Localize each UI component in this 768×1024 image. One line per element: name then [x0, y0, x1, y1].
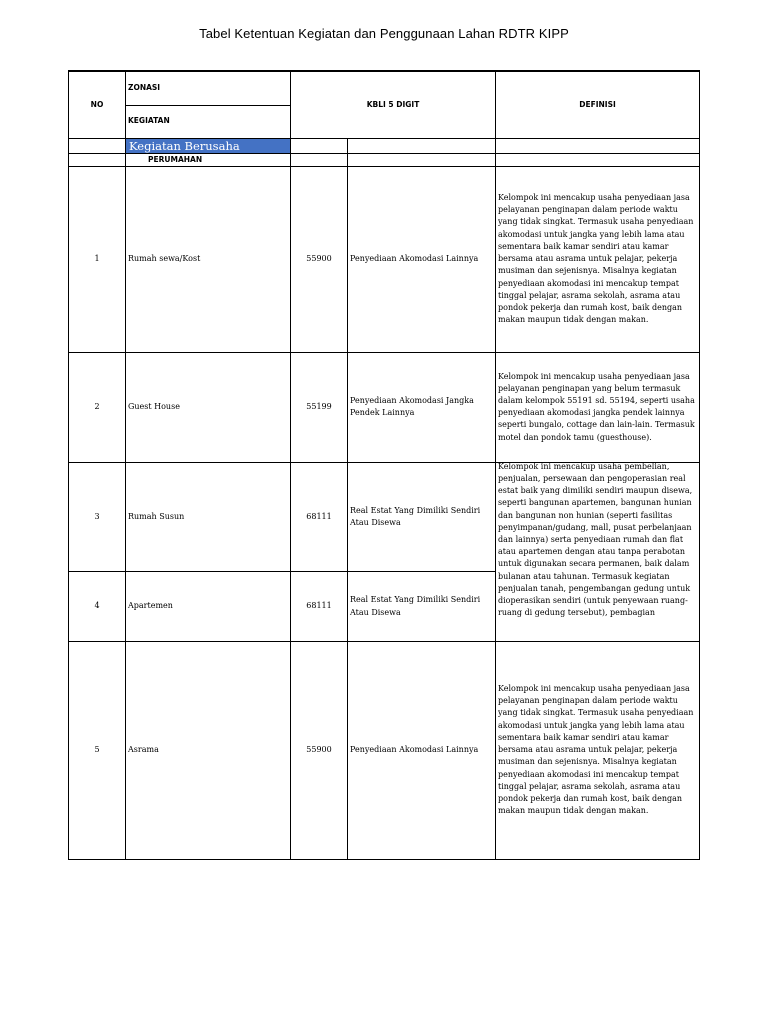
table-row — [69, 462, 700, 572]
row-kbli-label: Penyediaan Akomodasi Lainnya — [348, 166, 496, 352]
section-blank-def — [496, 138, 700, 153]
table-row — [69, 166, 700, 352]
row-definisi-spanning — [496, 462, 700, 641]
header-zonasi: ZONASI — [126, 71, 291, 105]
subsection-blank-kode — [291, 153, 348, 166]
zoning-table-container — [68, 70, 699, 860]
row-no: 1 — [69, 166, 126, 352]
row-kegiatan: Rumah Susun — [126, 462, 291, 572]
section-blank-kbli — [348, 138, 496, 153]
row-kegiatan: Rumah sewa/Kost — [126, 166, 291, 352]
row-definisi: Kelompok ini mencakup usaha pembelian, penjualan, persewaan dan pengoperasian real estat baik yang dimiliki sendiri maupun disewa, seperti bangunan apartemen, bangunan hunian dan bangunan non hunian (seperti fasilitas penyimpanan/gudang, mall, pusat perbelanjaan dan lainnya) serta penyediaan rumah dan flat atau apartemen dengan atau tanpa perabotan untuk digunakan secara permanen, baik dalam bulanan atau tahunan. Termasuk kegiatan penjualan tanah, pengembangan gedung untuk dioperasikan sendiri (untuk penyewaan ruang-ruang di gedung tersebut), pembagian — [498, 462, 693, 618]
row-kegiatan: Apartemen — [126, 572, 291, 641]
row-no: 2 — [69, 352, 126, 462]
row-kbli-label: Real Estat Yang Dimiliki Sendiri Atau Disewa — [348, 572, 496, 641]
subsection-blank-def — [496, 153, 700, 166]
table-row — [69, 641, 700, 859]
subsection-title: PERUMAHAN — [126, 153, 291, 166]
row-kegiatan: Guest House — [126, 352, 291, 462]
row-no: 4 — [69, 572, 126, 641]
header-no: NO — [69, 71, 126, 138]
header-kegiatan: KEGIATAN — [126, 105, 291, 138]
row-kbli-label: Real Estat Yang Dimiliki Sendiri Atau Disewa — [348, 462, 496, 572]
row-definisi: Kelompok ini mencakup usaha penyediaan jasa pelayanan penginapan yang belum termasuk dalam kelompok 55191 sd. 55194, seperti usaha penyediaan akomodasi jangka pendek lainnya seperti bungalo, cottage dan lain-lain. Termasuk motel dan pondok tamu (guesthouse). — [496, 352, 700, 462]
document-title: Tabel Ketentuan Kegiatan dan Penggunaan Lahan RDTR KIPP — [199, 26, 569, 41]
row-kode: 55900 — [291, 641, 348, 859]
section-title: Kegiatan Berusaha — [126, 138, 291, 153]
row-kegiatan: Asrama — [126, 641, 291, 859]
row-no: 3 — [69, 462, 126, 572]
zoning-table — [68, 70, 700, 860]
header-definisi: DEFINISI — [496, 71, 700, 138]
row-kbli-label: Penyediaan Akomodasi Lainnya — [348, 641, 496, 859]
subsection-row — [69, 153, 700, 166]
header-row-1 — [69, 71, 700, 105]
subsection-blank-kbli — [348, 153, 496, 166]
subsection-blank-no — [69, 153, 126, 166]
table-row — [69, 352, 700, 462]
row-kode: 68111 — [291, 462, 348, 572]
section-blank-kode — [291, 138, 348, 153]
header-kbli: KBLI 5 DIGIT — [291, 71, 496, 138]
row-no: 5 — [69, 641, 126, 859]
row-kode: 55199 — [291, 352, 348, 462]
row-kode: 55900 — [291, 166, 348, 352]
row-definisi: Kelompok ini mencakup usaha penyediaan jasa pelayanan penginapan dalam periode waktu yang tidak singkat. Termasuk usaha penyediaan akomodasi untuk jangka yang lebih lama atau sementara baik kamar sendiri atau kamar bersama atau asrama untuk pelajar, pekerja musiman dan sejenisnya. Misalnya kegiatan penyediaan akomodasi ini mencakup tempat tinggal pelajar, asrama sekolah, asrama atau pondok pekerja dan rumah kost, baik dengan makan maupun tidak dengan makan. — [496, 166, 700, 352]
row-kode: 68111 — [291, 572, 348, 641]
section-blank-no — [69, 138, 126, 153]
section-row — [69, 138, 700, 153]
row-kbli-label: Penyediaan Akomodasi Jangka Pendek Lainnya — [348, 352, 496, 462]
row-definisi: Kelompok ini mencakup usaha penyediaan jasa pelayanan penginapan dalam periode waktu yang tidak singkat. Termasuk usaha penyediaan akomodasi untuk jangka yang lebih lama atau sementara baik kamar sendiri atau kamar bersama atau asrama untuk pelajar, pekerja musiman dan sejenisnya. Misalnya kegiatan penyediaan akomodasi ini mencakup tempat tinggal pelajar, asrama sekolah, asrama atau pondok pekerja dan rumah kost, baik dengan makan maupun tidak dengan makan. — [496, 641, 700, 859]
